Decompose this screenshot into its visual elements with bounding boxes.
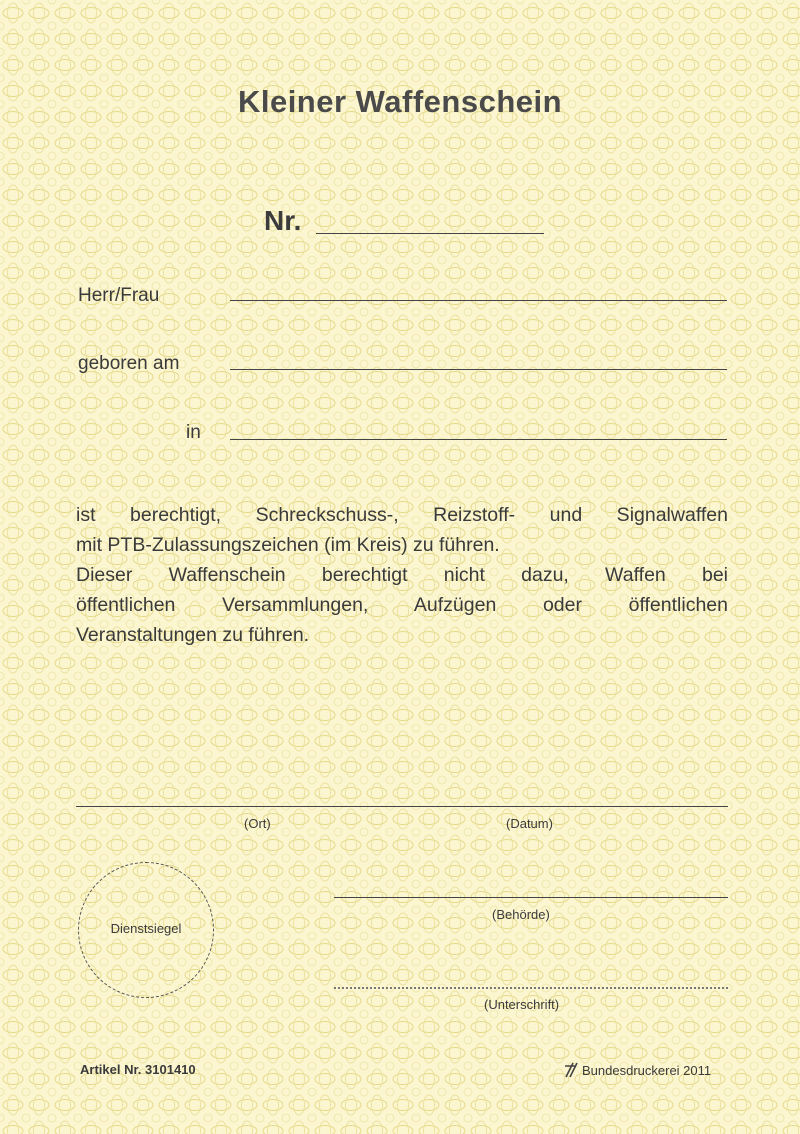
herr-frau-line[interactable] — [230, 300, 727, 301]
printer-credit — [564, 1062, 711, 1078]
document-title: Kleiner Waffenschein — [237, 84, 563, 119]
body-line-4: öffentlichen Versammlungen, Aufzügen oder öffentlichen — [76, 594, 728, 616]
article-number: Artikel Nr. 3101410 — [80, 1062, 196, 1077]
printer-text: Bundesdruckerei 2011 — [582, 1062, 712, 1078]
datum-caption: (Datum) — [506, 816, 553, 831]
ort-datum-line[interactable] — [76, 806, 728, 807]
herr-frau-label: Herr/Frau — [78, 285, 160, 306]
ort-caption: (Ort) — [244, 816, 271, 831]
in-label: in — [186, 422, 201, 443]
unterschrift-caption: (Unterschrift) — [484, 997, 560, 1012]
number-line[interactable] — [316, 233, 544, 234]
behoerde-caption: (Behörde) — [492, 907, 550, 922]
in-line[interactable] — [230, 439, 727, 440]
seal-label: Dienstsiegel — [110, 921, 182, 936]
behoerde-line[interactable] — [334, 897, 728, 898]
signature-line[interactable] — [334, 987, 728, 989]
bundesdruckerei-logo-icon — [564, 1062, 578, 1078]
body-line-1: ist berechtigt, Schreckschuss-, Reizstoff- und Signalwaffen — [76, 504, 728, 526]
number-label: Nr. — [264, 205, 302, 236]
official-seal-area — [78, 862, 214, 998]
geboren-am-label: geboren am — [78, 353, 180, 374]
permission-text — [76, 500, 728, 650]
geboren-am-line[interactable] — [230, 369, 727, 370]
body-line-3: Dieser Waffenschein berechtigt nicht dazu, Waffen bei — [76, 564, 728, 586]
body-line-2: mit PTB-Zulassungszeichen (im Kreis) zu führen. — [76, 534, 500, 556]
body-line-5: Veranstaltungen zu führen. — [76, 624, 310, 646]
